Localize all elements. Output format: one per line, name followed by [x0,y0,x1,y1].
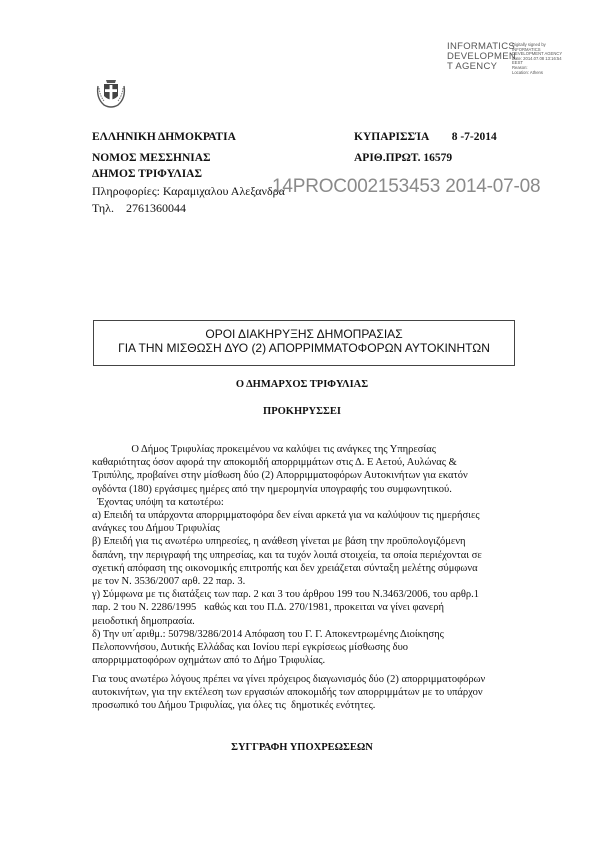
title-line: ΓΙΑ ΤΗΝ ΜΙΣΘΩΣΗ ΔΥΟ (2) ΑΠΟΡΡΙΜΜΑΤΟΦΟΡΩΝ ΑΥΤΟΚΙΝΗΤΩΝ [118,341,490,355]
signature-detail-line: Digitally signed by [512,42,546,47]
signature-detail-line: Date: 2014.07.08 13:16:54 [512,55,562,61]
text-line: Πελοποννήσου, Δυτικής Ελλάδας και Ιονίου περί εγκρίσεως μίσθωσης δυο [92,642,409,654]
text-line: καθαριότητας όσον αφορά την αποκομιδή απορριμμάτων στις Δ. Ε Αετού, Αυλώνας & [92,457,457,469]
signature-org-line: INFORMATICS [447,41,516,52]
text-line: δ) Την υπ΄αριθμ.: 50798/3286/2014 Απόφαση του Γ. Γ. Αποκεντρωμένης Διοίκησης [92,628,444,640]
prefecture-heading: ΝΟΜΟΣ ΜΕΣΣΗΝΙΑΣ [92,152,211,164]
protocol-number: ΑΡΙΘ.ΠΡΩΤ. 16579 [354,152,453,164]
text-line: ανάγκες του Δήμου Τριφυλίας [92,523,220,535]
text-line: γ) Σύμφωνα με τις διατάξεις των παρ. 2 και 3 του άρθρου 199 του Ν.3463/2006, του αρθρ.1 [92,589,480,601]
title-line: ΟΡΟΙ ΔΙΑΚΗΡΥΞΗΣ ΔΗΜΟΠΡΑΣΙΑΣ [205,327,403,341]
signature-detail-line: DEVELOPMENT AGENCY [512,51,563,57]
text-line: Ο Δήμος Τριφυλίας προκειμένου να καλύψει τις ανάγκες της Υπηρεσίας [92,444,436,455]
place-date: ΚΥΠΑΡΙΣΣΊΑ 8 -7-2014 [354,131,497,143]
text-line: με τον Ν. 3536/2007 αρθ. 22 παρ. 3. [92,576,246,588]
text-line: α) Επειδή τα υπάρχοντα απορριμματοφόρα δεν είναι αρκετά για να καλύψουν τις ημερήσιες [92,510,480,521]
signature-org-line: T AGENCY [447,61,498,72]
greek-emblem-icon [94,76,128,110]
announces-heading: ΠΡΟΚΗΡΥΣΣΕΙ [263,406,341,417]
republic-heading: ΕΛΛΗΝΙΚΗ ΔΗΜΟΚΡΑΤΙΑ [92,131,236,143]
text-line: μειοδοτική δημοπρασία. [92,615,195,627]
signature-detail-line: INFORMATICS [512,46,541,52]
obligations-heading: ΣΥΓΓΡΑΦΗ ΥΠΟΧΡΕΩΣΕΩΝ [231,742,373,753]
text-line: Έχοντας υπόψη τα κατωτέρω: [92,496,224,508]
mayor-heading: Ο ΔΗΜΑΡΧΟΣ ΤΡΙΦΥΛΙΑΣ [235,379,369,390]
text-line: δαπάνη, την περιγραφή της υπηρεσίας, και τα τυχόν λοιπά στοιχεία, τα οποία περιέχονται σε [92,549,482,561]
text-line: ογδόντα (180) εργάσιμες ημέρες από την ημερομηνία υπογραφής του συμφωνητικού. [92,483,452,495]
text-line: σχετική απόφαση της οικονομικής επιτροπής και δεν χρειάζεται σύνταξη μελέτης σύμφωνα [92,562,478,574]
text-line: παρ. 2 του Ν. 2286/1995 καθώς και του Π.Δ. 270/1981, προκειται να γίνει φανερή [92,602,444,614]
signature-detail-line: EEST [512,60,523,66]
digital-signature-details [512,43,562,75]
title-box [93,320,515,366]
signature-detail-line: Reason: [512,64,528,70]
municipality-heading: ΔΗΜΟΣ ΤΡΙΦΥΛΙΑΣ [92,168,203,180]
signature-detail-line: Location: Athens [512,69,543,75]
contact-phone: Τηλ. 2761360044 [92,201,186,215]
text-line: αυτοκινήτων, για την εκτέλεση των εργασιών αποκομιδής των απορριμμάτων με το υπάρχον [92,687,483,699]
text-line: Τριπύλης, προβαίνει στην μίσθωση δύο (2) Απορριμματοφόρων Αυτοκινήτων για εκατόν [92,470,468,482]
document-code-stamp: 14PROC002153453 2014-07-08 [272,176,541,197]
conclusion-paragraph [92,673,506,713]
considerations-list [92,509,506,667]
contact-info: Πληροφορίες: Καραμιχαλου Αλεξανδρα [92,184,285,198]
text-line: προσωπικό του Δήμου Τριφυλίας, για όλες τις δημοτικές ενότητες. [92,700,376,712]
intro-paragraph [92,443,506,509]
text-line: β) Επειδή για τις ανωτέρω υπηρεσίες, η ανάθεση γίνεται με βάση την προϋπολογιζόμενη [92,536,466,548]
signature-org-line: DEVELOPMEN [447,51,516,62]
text-line: απορριμματοφόρων οχημάτων από το Δήμο Τριφυλίας. [92,655,326,667]
digital-signature-org [447,42,516,72]
text-line: Για τους ανωτέρω λόγους πρέπει να γίνει πρόχειρος διαγωνισμός δύο (2) απορριμματοφόρων [92,674,486,685]
